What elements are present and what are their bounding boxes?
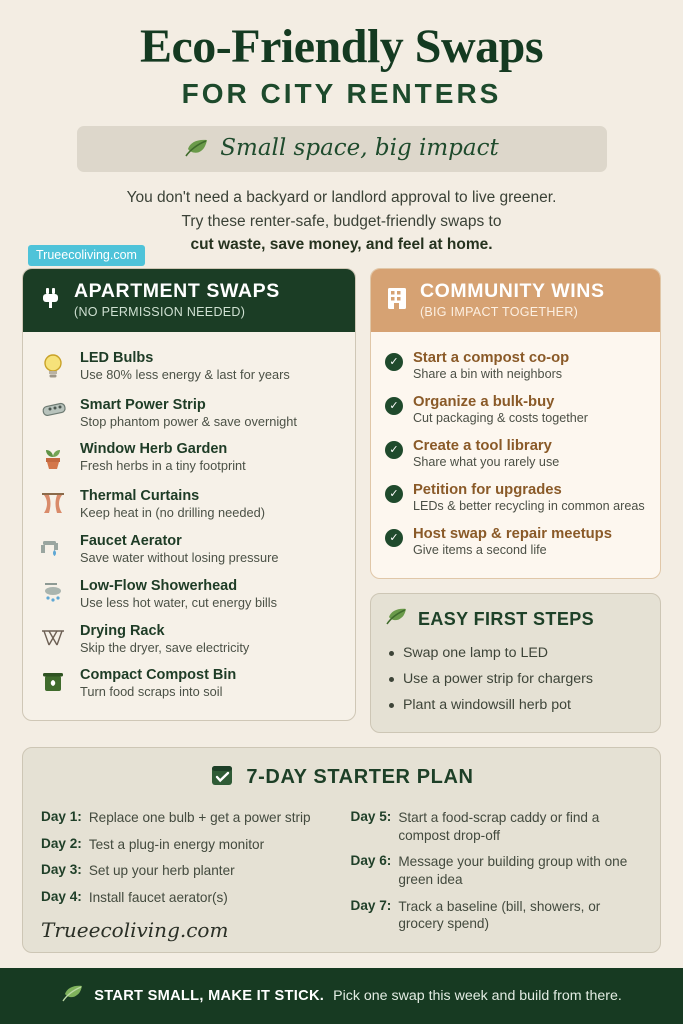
- lightbulb-icon: [37, 350, 69, 385]
- plan-task: Install faucet aerator(s): [88, 889, 228, 905]
- drying-rack-icon: [37, 623, 69, 654]
- plan-day-label: Day 6:: [350, 853, 392, 869]
- plug-icon: [37, 285, 63, 316]
- plan-task: Message your building group with one green idea: [398, 854, 628, 887]
- plan-task: Replace one bulb + get a power strip: [88, 809, 311, 825]
- power-strip-icon: [37, 397, 69, 426]
- plan-day-label: Day 3:: [41, 862, 82, 878]
- community-desc: LEDs & better recycling in common areas: [412, 498, 645, 513]
- community-title: Petition for upgrades: [412, 481, 562, 498]
- building-icon: [385, 285, 409, 316]
- list-item: [385, 388, 646, 432]
- page-subtitle: FOR CITY RENTERS: [181, 78, 502, 110]
- header: [0, 0, 683, 256]
- list-item: Use a power strip for chargers: [389, 666, 646, 692]
- swap-title: Drying Rack: [80, 622, 165, 639]
- showerhead-icon: [37, 578, 69, 611]
- community-title: Create a tool library: [412, 437, 552, 454]
- starter-plan-header: [41, 762, 642, 793]
- community-desc: Share what you rarely use: [412, 454, 560, 469]
- community-card-body: [371, 332, 660, 578]
- easy-first-steps-card: [370, 593, 661, 733]
- plan-day-label: Day 4:: [41, 888, 82, 904]
- check-icon: ✓: [385, 441, 403, 459]
- swap-desc: Turn food scraps into soil: [80, 683, 223, 699]
- plan-row: [351, 894, 643, 938]
- tagline-band: [77, 126, 607, 172]
- intro-line-1: You don't need a backyard or landlord approval to live greener.: [126, 189, 557, 207]
- swap-desc: Stop phantom power & save overnight: [80, 413, 297, 429]
- plan-row: [41, 832, 333, 859]
- easy-steps-title: EASY FIRST STEPS: [417, 608, 595, 629]
- list-item: [385, 344, 646, 388]
- plan-column-right: [351, 805, 643, 942]
- easy-steps-list: [371, 636, 660, 732]
- content-columns: [0, 256, 683, 733]
- watermark-badge: Trueecoliving.com: [28, 245, 145, 266]
- swap-desc: Use less hot water, cut energy bills: [80, 594, 278, 610]
- list-item: [37, 482, 341, 527]
- community-title: Organize a bulk-buy: [412, 393, 555, 410]
- apartment-swaps-card: [22, 268, 356, 721]
- intro-line-2: Try these renter-safe, budget-friendly swaps to: [181, 212, 502, 230]
- plan-row: [41, 885, 333, 912]
- plan-row: [351, 849, 643, 893]
- swap-title: Low-Flow Showerhead: [80, 577, 238, 594]
- apartment-card-body: [23, 332, 355, 720]
- check-icon: ✓: [385, 485, 403, 503]
- swap-title: Smart Power Strip: [80, 396, 206, 413]
- community-desc: Share a bin with neighbors: [412, 366, 563, 381]
- leaf-icon: [385, 607, 409, 632]
- compost-bin-icon: [37, 667, 69, 700]
- community-desc: Cut packaging & costs together: [412, 410, 588, 425]
- community-card-header: [371, 269, 660, 332]
- faucet-icon: [37, 533, 69, 566]
- list-item: [37, 617, 341, 661]
- calendar-check-icon: [209, 762, 235, 793]
- check-icon: ✓: [385, 529, 403, 547]
- community-card-subtitle: (BIG IMPACT TOGETHER): [419, 304, 579, 319]
- plan-day-label: Day 2:: [41, 835, 82, 851]
- community-desc: Give items a second life: [412, 542, 547, 557]
- easy-steps-header: [371, 594, 660, 636]
- community-wins-card: [370, 268, 661, 579]
- swap-title: LED Bulbs: [80, 349, 154, 366]
- list-item: [37, 435, 341, 482]
- starter-plan-card: [22, 747, 661, 953]
- starter-plan-title: 7-DAY STARTER PLAN: [246, 765, 474, 788]
- potted-plant-icon: [37, 441, 69, 476]
- list-item: [37, 661, 341, 706]
- list-item: [37, 391, 341, 435]
- page-title: Eco-Friendly Swaps: [139, 20, 544, 73]
- apartment-card-header: [23, 269, 355, 332]
- right-column: [370, 268, 661, 733]
- list-item: [385, 520, 646, 564]
- plan-row: [41, 805, 333, 832]
- list-item: [385, 432, 646, 476]
- curtains-icon: [37, 488, 69, 521]
- leaf-icon: [184, 138, 210, 158]
- plan-task: Track a baseline (bill, showers, or grocery spend): [398, 898, 601, 932]
- leaf-icon: [61, 985, 85, 1008]
- swap-title: Compact Compost Bin: [80, 666, 237, 683]
- plan-day-label: Day 5:: [350, 808, 392, 824]
- list-item: [37, 527, 341, 572]
- swap-title: Window Herb Garden: [80, 440, 228, 457]
- swap-desc: Save water without losing pressure: [80, 549, 279, 565]
- plan-row: [41, 858, 333, 885]
- community-title: Host swap & repair meetups: [412, 525, 612, 542]
- starter-plan-columns: [41, 805, 642, 942]
- footer-text: Pick one swap this week and build from there.: [333, 988, 622, 1004]
- apartment-card-title: APARTMENT SWAPS: [74, 280, 280, 303]
- plan-task: Start a food-scrap caddy or find a compost drop-off: [398, 809, 600, 843]
- list-item: [37, 572, 341, 617]
- plan-day-label: Day 1:: [41, 808, 82, 824]
- swap-title: Thermal Curtains: [80, 487, 200, 504]
- plan-task: Test a plug-in energy monitor: [88, 836, 265, 852]
- apartment-card-subtitle: (NO PERMISSION NEEDED): [74, 304, 246, 319]
- list-item: Plant a windowsill herb pot: [389, 692, 646, 718]
- check-icon: ✓: [385, 353, 403, 371]
- check-icon: ✓: [385, 397, 403, 415]
- list-item: [385, 476, 646, 520]
- brand-signature: Trueecoliving.com: [41, 917, 229, 942]
- swap-desc: Skip the dryer, save electricity: [80, 639, 250, 655]
- intro-line-3: cut waste, save money, and feel at home.: [190, 235, 493, 253]
- plan-day-label: Day 7:: [350, 897, 392, 913]
- community-title: Start a compost co-op: [412, 349, 570, 366]
- footer-strong-text: START SMALL, MAKE IT STICK.: [94, 988, 325, 1004]
- swap-desc: Keep heat in (no drilling needed): [80, 504, 265, 520]
- plan-row: [351, 805, 643, 849]
- community-card-title: COMMUNITY WINS: [419, 280, 605, 303]
- swap-desc: Fresh herbs in a tiny footprint: [80, 457, 246, 473]
- plan-column-left: [41, 805, 333, 942]
- apartment-column: [22, 268, 356, 721]
- list-item: [37, 344, 341, 391]
- swap-title: Faucet Aerator: [80, 532, 182, 549]
- plan-task: Set up your herb planter: [88, 863, 235, 879]
- footer-banner: [0, 968, 683, 1024]
- list-item: Swap one lamp to LED: [389, 640, 646, 666]
- tagline-text: Small space, big impact: [220, 135, 499, 162]
- swap-desc: Use 80% less energy & last for years: [80, 366, 290, 382]
